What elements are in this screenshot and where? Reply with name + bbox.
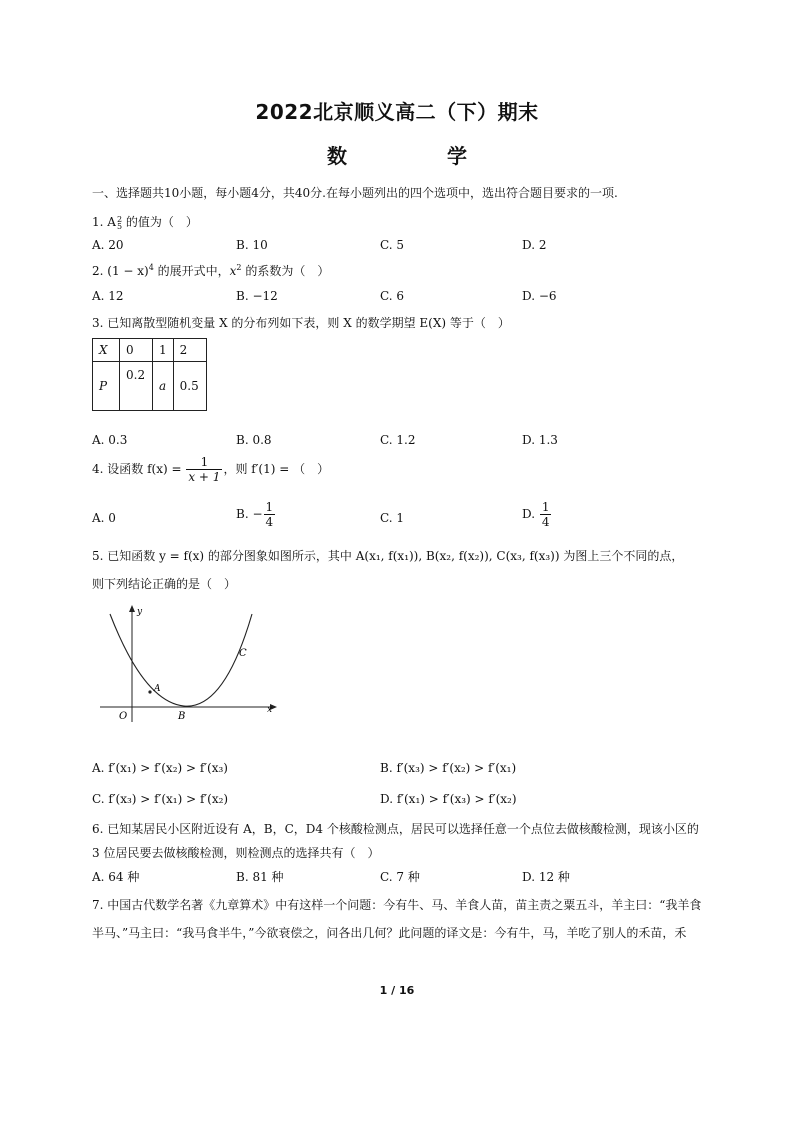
q1-sub: 5 [116, 221, 123, 231]
q1-option-d: D. 2 [522, 238, 547, 252]
q2-option-a: A. 12 [92, 289, 124, 303]
q1-option-b: B. 10 [236, 238, 268, 252]
point-b-label: B [178, 711, 186, 722]
q6-option-d: D. 12 种 [522, 870, 570, 884]
q2-option-b: B. −12 [236, 289, 278, 303]
q4-prefix: 4. 设函数 f(x) = [92, 462, 186, 476]
question-6-stem-line1: 6. 已知某居民小区附近设有 A，B，C，D4 个核酸检测点，居民可以选择任意一个点位去做核酸检测，现该小区的 [92, 822, 699, 836]
q5-option-c: C. f′(x₃) > f′(x₁) > f′(x₂) [92, 792, 229, 806]
x-axis-label: x [267, 705, 273, 715]
q6-option-a: A. 64 种 [92, 870, 140, 884]
page-title: 2022北京顺义高二（下）期末 [255, 100, 539, 124]
y-axis-arrow [129, 605, 135, 612]
distribution-table [92, 338, 207, 411]
q1-sup: 2 [116, 214, 123, 224]
q4-optb-fraction [264, 500, 276, 529]
frac-den: 4 [541, 515, 550, 529]
q3-option-b: B. 0.8 [236, 433, 272, 447]
question-4-stem [92, 455, 329, 484]
q4-option-a: A. 0 [92, 511, 116, 525]
q4-optd-fraction [540, 500, 552, 529]
frac-num: 1 [265, 500, 274, 514]
subject-title: 数 学 [327, 144, 507, 168]
q1-option-a: A. 20 [92, 238, 124, 252]
q1-stem-tail: 的值为（ ） [122, 215, 198, 229]
q4-tail: ，则 f′(1) = （ ） [223, 462, 330, 476]
q2-expr-sup: 4 [148, 263, 154, 272]
function-graph [92, 598, 282, 728]
frac-num: 1 [541, 500, 550, 514]
question-7-stem-line2: 半马、”马主曰：“我马食半牛，”今欲衰偿之，问各出几何？此问题的译文是：今有牛，马，羊吃了别人的禾苗，禾 [92, 926, 687, 940]
y-axis-label: y [137, 607, 143, 617]
table-cell: a [153, 362, 174, 411]
question-6-stem-line2: 3 位居民要去做核酸检测，则检测点的选择共有（ ） [92, 846, 380, 860]
q2-x-sup: 2 [236, 263, 242, 272]
question-3-stem: 3. 已知离散型随机变量 X 的分布列如下表，则 X 的数学期望 E(X) 等于（ ） [92, 316, 510, 330]
section-instructions: 一、选择题共10小题，每小题4分，共40分.在每小题列出的四个选项中，选出符合题目要求的一项. [92, 186, 618, 200]
q6-option-c: C. 7 种 [380, 870, 420, 884]
q1-stem-prefix: 1. A [92, 215, 116, 229]
q4-frac-den: x + 1 [188, 470, 221, 484]
q4-frac-num: 1 [186, 455, 222, 470]
table-cell: 0 [120, 339, 153, 362]
q4-option-b [236, 500, 276, 529]
question-7-stem-line1: 7. 中国古代数学名著《九章算术》中有这样一个问题：今有牛、马、羊食人苗，苗主责之粟五斗，羊主曰：“我羊食 [92, 898, 702, 912]
q2-prefix: 2. [92, 264, 108, 278]
q3-option-d: D. 1.3 [522, 433, 558, 447]
table-cell: 1 [153, 339, 174, 362]
point-a-label: A [154, 684, 161, 694]
point-c-label: C [239, 648, 247, 659]
table-row [93, 339, 207, 362]
q2-mid: 的展开式中， [153, 264, 230, 278]
q2-tail: 的系数为（ ） [241, 264, 330, 278]
q2-expr: (1 − x) [107, 264, 149, 278]
question-5-stem-line2: 则下列结论正确的是（ ） [92, 577, 237, 591]
table-cell: P [93, 362, 120, 411]
q2-option-c: C. 6 [380, 289, 405, 303]
page-number: 1 / 16 [379, 984, 415, 997]
table-cell: 0.5 [173, 362, 206, 411]
q2-x: x [229, 264, 237, 278]
table-cell: 2 [173, 339, 206, 362]
point-a [148, 690, 151, 693]
q5-option-a: A. f′(x₁) > f′(x₂) > f′(x₃) [92, 761, 228, 775]
table-cell: 0.2 [120, 362, 153, 411]
q5-option-b: B. f′(x₃) > f′(x₂) > f′(x₁) [380, 761, 517, 775]
q4-option-c: C. 1 [380, 511, 405, 525]
question-5-stem-line1: 5. 已知函数 y = f(x) 的部分图象如图所示，其中 A(x₁, f(x₁)), B(x₂, f(x₂)), C(x₃, f(x₃)) 为图上三个不同的点， [92, 549, 684, 563]
question-2-stem [92, 262, 329, 279]
q3-option-a: A. 0.3 [92, 433, 128, 447]
question-1-stem [92, 213, 198, 230]
function-curve [110, 614, 252, 706]
origin-label: O [119, 711, 128, 722]
frac-den: 4 [265, 515, 274, 529]
table-row [93, 362, 207, 411]
q1-option-c: C. 5 [380, 238, 405, 252]
q6-option-b: B. 81 种 [236, 870, 284, 884]
q4-option-d [522, 500, 552, 529]
q3-option-c: C. 1.2 [380, 433, 416, 447]
q2-option-d: D. −6 [522, 289, 557, 303]
q4-optb-prefix: B. − [236, 507, 263, 521]
q4-fraction [186, 455, 222, 484]
table-cell: X [93, 339, 120, 362]
q5-option-d: D. f′(x₁) > f′(x₃) > f′(x₂) [380, 792, 517, 806]
q4-optd-prefix: D. [522, 507, 539, 521]
